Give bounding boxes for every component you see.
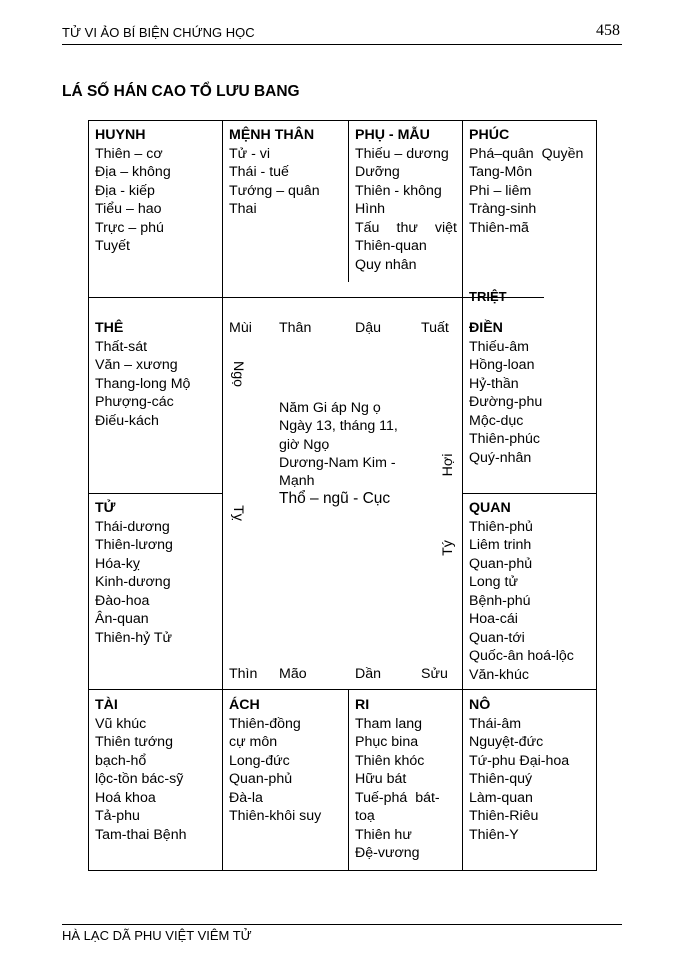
star: lộc-tồn bác-sỹ bbox=[95, 771, 184, 787]
star: Thất-sát bbox=[95, 338, 148, 355]
center-line: Mạnh bbox=[279, 473, 315, 490]
star: Thái - tuế bbox=[229, 164, 289, 180]
palace-name: PHÚC bbox=[469, 127, 510, 143]
branch-thin: Thìn bbox=[229, 666, 258, 682]
star: Phá–quân Quyền bbox=[469, 145, 584, 162]
star: Ân-quan bbox=[95, 611, 149, 627]
star: Hoa-cái bbox=[469, 611, 518, 627]
star: Thiên-phúc bbox=[469, 431, 540, 447]
triet-label: TRIỆT bbox=[469, 289, 507, 304]
star: Thiên - không bbox=[355, 182, 442, 199]
star: Bệnh-phú bbox=[469, 592, 531, 609]
star: Tứ-phu Đại-hoa bbox=[469, 752, 570, 769]
center-line: Năm Gi áp Ng ọ bbox=[279, 400, 381, 416]
header-rule bbox=[62, 44, 622, 45]
palace-name: THÊ bbox=[95, 320, 124, 336]
page-number: 458 bbox=[596, 22, 620, 39]
star: Thiên-quý bbox=[469, 771, 533, 787]
star: Vũ khúc bbox=[95, 715, 147, 732]
star: Thiên-hỷ Tử bbox=[95, 629, 173, 646]
star: Hóa-kỵ bbox=[95, 555, 140, 572]
branch-hoi: Hợi bbox=[440, 453, 456, 477]
palace-quan bbox=[469, 499, 574, 684]
star: Quy nhân bbox=[355, 256, 417, 273]
palace-phu-mau bbox=[355, 126, 457, 274]
star: Đệ-vương bbox=[355, 845, 420, 861]
palace-name: ÁCH bbox=[229, 697, 260, 713]
palace-ach bbox=[229, 696, 321, 826]
palace-the bbox=[95, 319, 190, 430]
palace-name: QUAN bbox=[469, 500, 511, 516]
palace-phuc bbox=[469, 126, 583, 237]
star: Thiên-lương bbox=[95, 537, 173, 553]
star: Tràng-sinh bbox=[469, 201, 537, 217]
star: Phượng-các bbox=[95, 394, 174, 410]
star: Đà-la bbox=[229, 789, 263, 806]
branch-dan: Dần bbox=[355, 666, 382, 682]
star: Tam-thai Bệnh bbox=[95, 826, 187, 843]
star: Thai bbox=[229, 201, 257, 217]
star: Thiên khóc bbox=[355, 752, 425, 769]
star: Tướng – quân bbox=[229, 182, 320, 199]
palace-name: NÔ bbox=[469, 697, 491, 713]
star: Long tử bbox=[469, 574, 518, 590]
palace-name: HUYNH bbox=[95, 127, 146, 143]
palace-tai bbox=[95, 696, 186, 844]
palace-dien bbox=[469, 319, 542, 467]
palace-huynh bbox=[95, 126, 171, 256]
running-header-title: TỬ VI ẢO BÍ BIỆN CHỨNG HỌC bbox=[62, 25, 255, 40]
star: Thiên-phủ bbox=[469, 518, 533, 535]
star: Đường-phu bbox=[469, 394, 543, 410]
star: Long-đức bbox=[229, 752, 290, 769]
star: Hỷ-thần bbox=[469, 375, 519, 392]
star: Tả-phu bbox=[95, 808, 140, 824]
star: Văn – xương bbox=[95, 357, 178, 373]
palace-name: TỬ bbox=[95, 500, 116, 516]
star: Hình bbox=[355, 201, 385, 217]
star: Tấu thư việt bbox=[355, 219, 457, 236]
star: toạ bbox=[355, 808, 375, 824]
center-line: Thổ – ngũ - Cục bbox=[279, 490, 391, 508]
footer-text: HÀ LẠC DÃ PHU VIỆT VIÊM TỬ bbox=[62, 928, 252, 943]
footer-rule bbox=[62, 924, 622, 925]
star: Thiên-khôi suy bbox=[229, 808, 322, 824]
star: Kinh-dương bbox=[95, 574, 171, 590]
branch-ngo: Ngọ bbox=[230, 360, 246, 388]
star: Thiên tướng bbox=[95, 734, 173, 750]
star: Thiếu-âm bbox=[469, 338, 529, 355]
star: Quý-nhân bbox=[469, 449, 532, 466]
star: bạch-hổ bbox=[95, 752, 147, 769]
branch-suu: Sửu bbox=[421, 666, 448, 682]
star: Hữu bát bbox=[355, 771, 407, 787]
palace-tu bbox=[95, 499, 173, 647]
star: Địa – không bbox=[95, 164, 171, 180]
branch-mao: Mão bbox=[279, 666, 307, 682]
branch-tuat: Tuất bbox=[421, 320, 449, 336]
palace-no bbox=[469, 696, 569, 844]
star: Phi – liêm bbox=[469, 182, 532, 199]
star: Liêm trinh bbox=[469, 537, 532, 553]
star: Mộc-dục bbox=[469, 412, 524, 429]
star: Nguyệt-đức bbox=[469, 734, 544, 750]
branch-mui: Mùi bbox=[229, 320, 252, 336]
star: Quan-tới bbox=[469, 629, 525, 646]
star: Quốc-ân hoá-lộc bbox=[469, 648, 574, 664]
star: Hồng-loan bbox=[469, 357, 535, 373]
branch-dau: Dậu bbox=[355, 320, 382, 336]
palace-name: MỆNH THÂN bbox=[229, 127, 315, 143]
star: Quan-phủ bbox=[469, 555, 533, 572]
star: Hoá khoa bbox=[95, 789, 156, 806]
star: Thiếu – dương bbox=[355, 145, 449, 162]
star: Địa - kiếp bbox=[95, 182, 155, 199]
star: Trực – phú bbox=[95, 219, 164, 236]
star: Điếu-kách bbox=[95, 412, 159, 429]
star: Thiên-mã bbox=[469, 219, 529, 236]
palace-menh-than bbox=[229, 126, 320, 219]
center-line: Ngày 13, tháng 11, bbox=[279, 418, 398, 435]
star: Tử - vi bbox=[229, 145, 271, 162]
star: Thiên-đồng bbox=[229, 715, 301, 732]
star: Tuế-phá bát- bbox=[355, 789, 440, 806]
star: Tuyết bbox=[95, 238, 130, 254]
star: Thiên hư bbox=[355, 826, 412, 843]
branch-ty-left: Tỵ bbox=[230, 505, 246, 521]
palace-name: RI bbox=[355, 697, 370, 713]
star: Văn-khúc bbox=[469, 666, 529, 683]
palace-name: ĐIỀN bbox=[469, 320, 503, 336]
star: Dưỡng bbox=[355, 164, 400, 180]
star: Đào-hoa bbox=[95, 592, 150, 609]
branch-ty-right: Tý bbox=[440, 540, 456, 556]
star: Thiên-Y bbox=[469, 826, 519, 843]
star: cự môn bbox=[229, 734, 278, 750]
star: Tang-Môn bbox=[469, 164, 533, 180]
star: Thiên-quan bbox=[355, 238, 427, 254]
star: Thiên – cơ bbox=[95, 145, 163, 162]
palace-name: TÀI bbox=[95, 697, 118, 713]
center-line: giờ Ngọ bbox=[279, 436, 330, 453]
star: Thái-dương bbox=[95, 518, 170, 535]
chart-title: LÁ SỐ HÁN CAO TỔ LƯU BANG bbox=[62, 83, 300, 100]
star: Tiểu – hao bbox=[95, 201, 162, 217]
star: Thiên-Riêu bbox=[469, 808, 539, 824]
star: Làm-quan bbox=[469, 789, 533, 806]
center-birth-info bbox=[279, 399, 398, 509]
palace-ri bbox=[355, 696, 440, 863]
palace-name: PHỤ - MẪU bbox=[355, 127, 430, 143]
star: Tham lang bbox=[355, 715, 423, 732]
branch-than: Thân bbox=[279, 320, 312, 336]
star: Thang-long Mộ bbox=[95, 375, 191, 392]
star: Quan-phủ bbox=[229, 771, 293, 787]
star: Phục bina bbox=[355, 734, 419, 750]
center-line: Dương-Nam Kim - bbox=[279, 454, 396, 471]
star: Thái-âm bbox=[469, 715, 522, 732]
